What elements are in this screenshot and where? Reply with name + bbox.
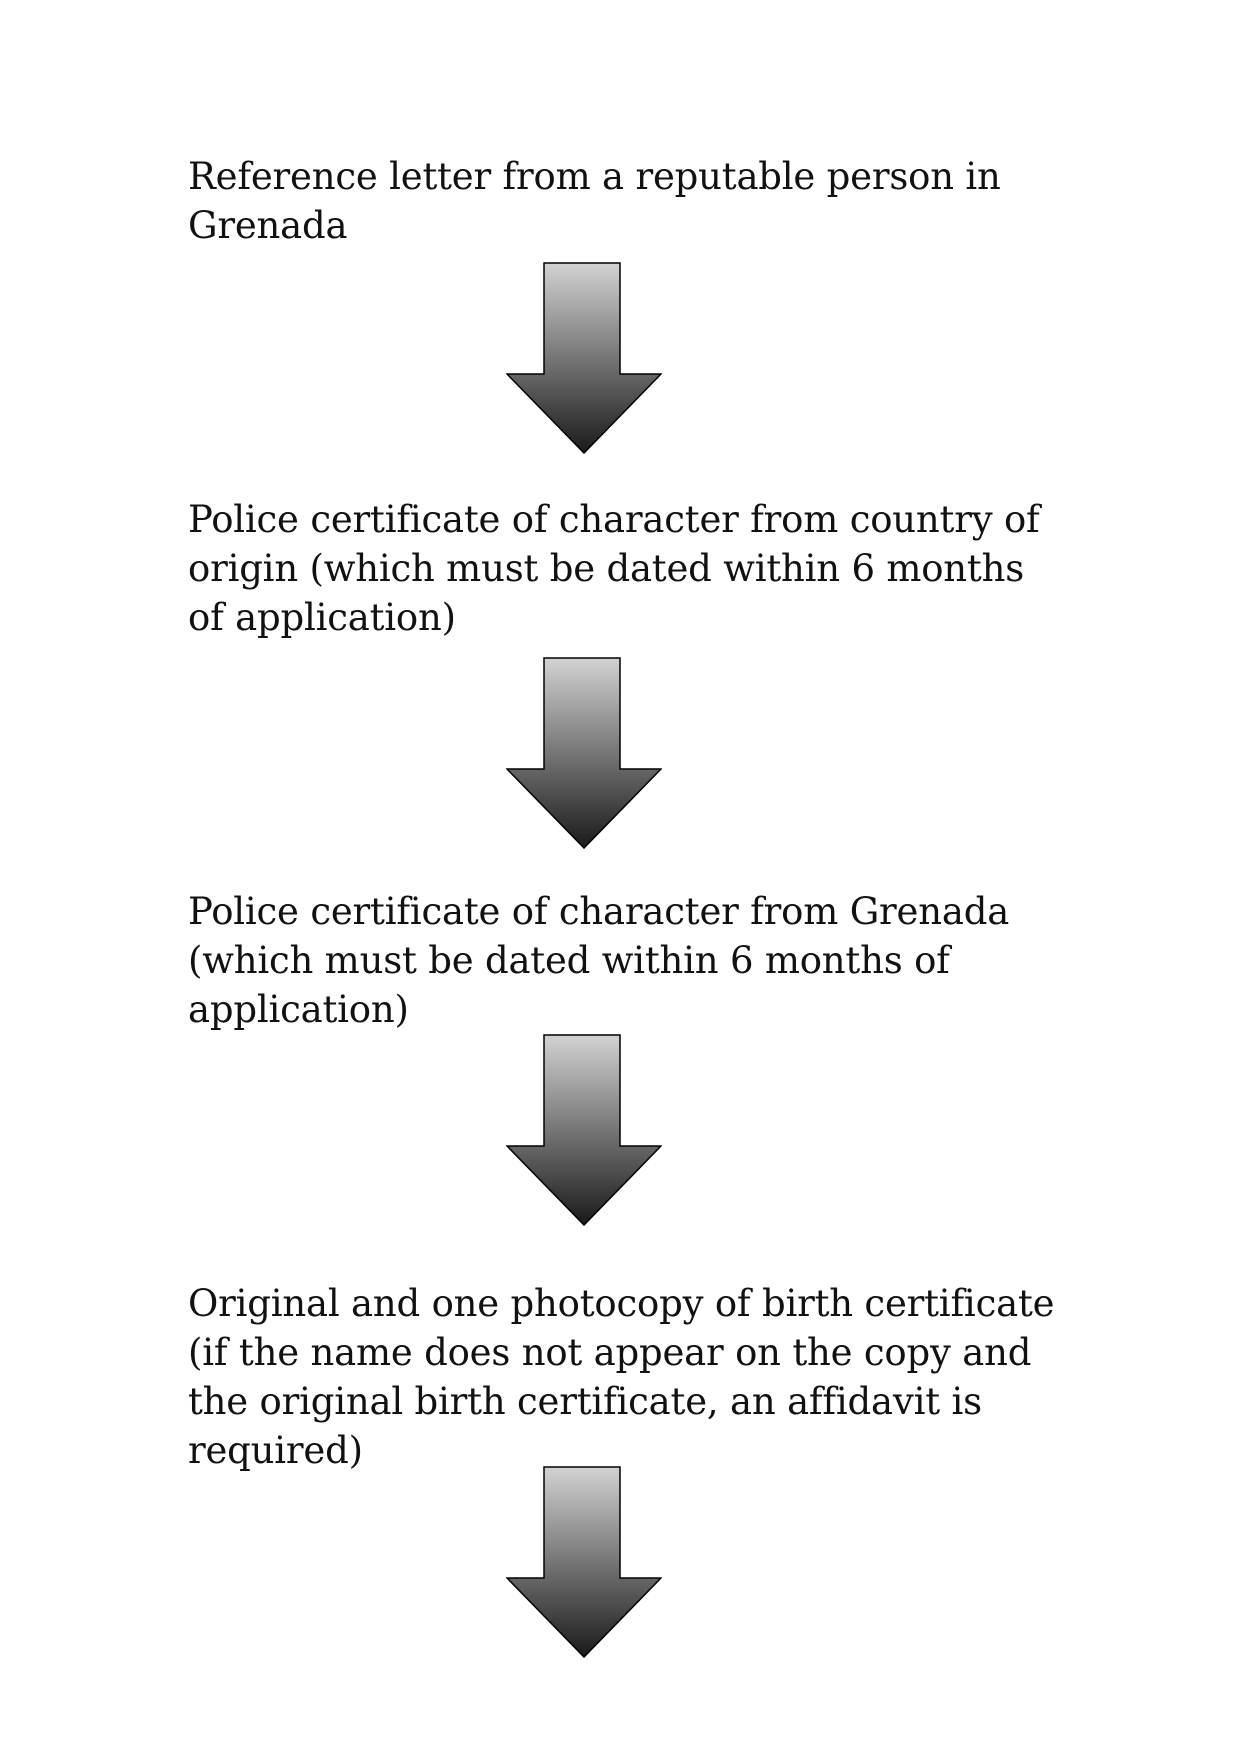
- flow-step-reference-letter: Reference letter from a reputable person in Grenada: [188, 155, 1001, 247]
- flow-step-birth-certificate: Original and one photocopy of birth certificate (if the name does not appear on the copy and the original birth certificate, an affidavit is required): [188, 1282, 1055, 1472]
- down-arrow-icon: [506, 657, 662, 849]
- flow-step-police-certificate-origin: Police certificate of character from country of origin (which must be dated within 6 months of application): [188, 498, 1040, 639]
- down-arrow-icon: [506, 1034, 662, 1226]
- down-arrow-icon: [506, 1466, 662, 1658]
- flow-step-police-certificate-grenada: Police certificate of character from Grenada (which must be dated within 6 months of application): [188, 890, 1010, 1031]
- down-arrow-icon: [506, 262, 662, 454]
